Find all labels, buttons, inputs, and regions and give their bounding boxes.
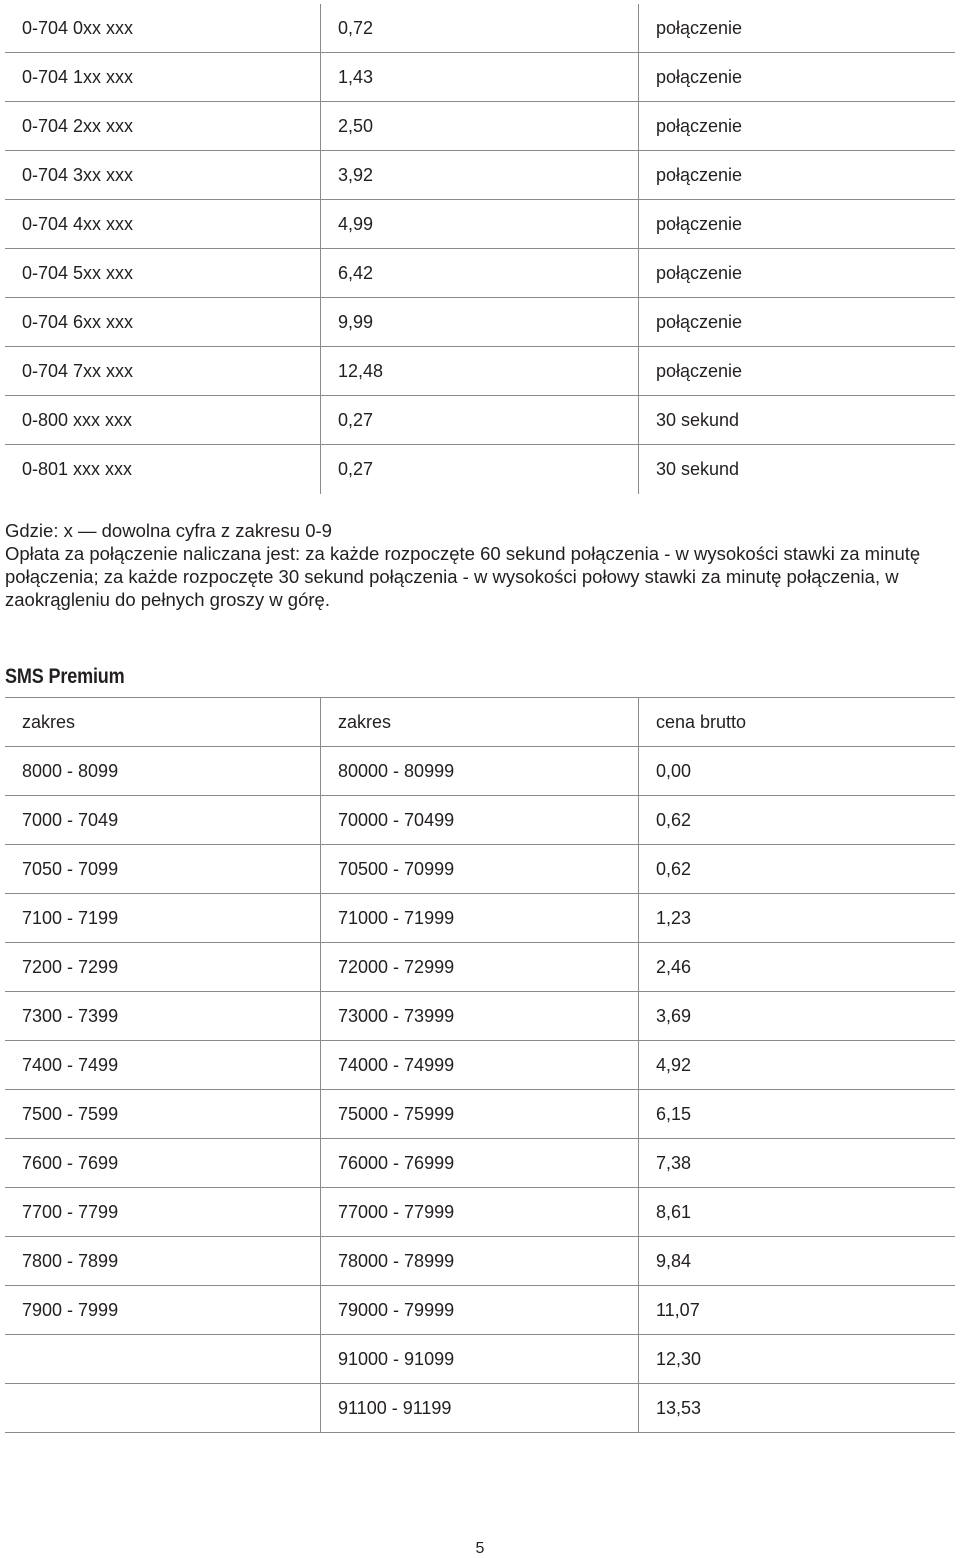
sms-cell: 7300 - 7399 bbox=[5, 992, 321, 1040]
sms-cell: 78000 - 78999 bbox=[321, 1237, 639, 1285]
table-row bbox=[5, 4, 955, 53]
sms-cell: 8,61 bbox=[656, 1201, 692, 1222]
rates-cell: 0-704 1xx xxx bbox=[5, 53, 321, 101]
sms-cell: 2,46 bbox=[656, 956, 692, 977]
table-row bbox=[5, 200, 955, 249]
sms-cell: cena brutto bbox=[656, 711, 747, 732]
table-row bbox=[5, 1041, 955, 1090]
table-row bbox=[5, 249, 955, 298]
sms-cell: 71000 - 71999 bbox=[321, 894, 639, 942]
sms-cell: 13,53 bbox=[656, 1397, 702, 1418]
rates-cell: 0-704 5xx xxx bbox=[5, 249, 321, 297]
table-row bbox=[5, 298, 955, 347]
sms-cell: 80000 - 80999 bbox=[321, 747, 639, 795]
sms-cell: 1,23 bbox=[656, 907, 692, 928]
sms-cell: 7400 - 7499 bbox=[5, 1041, 321, 1089]
table-row bbox=[5, 1384, 955, 1433]
table-row bbox=[5, 445, 955, 494]
sms-cell: 7,38 bbox=[656, 1152, 692, 1173]
sms-cell bbox=[5, 1335, 321, 1383]
sms-premium-title: SMS Premium bbox=[5, 665, 125, 688]
sms-cell: 73000 - 73999 bbox=[321, 992, 639, 1040]
notes-legend: Gdzie: x — dowolna cyfra z zakresu 0-9 bbox=[5, 520, 332, 541]
table-row bbox=[5, 992, 955, 1041]
sms-cell: 4,92 bbox=[656, 1054, 692, 1075]
rates-cell: połączenie bbox=[656, 66, 743, 87]
sms-cell: 72000 - 72999 bbox=[321, 943, 639, 991]
rates-cell: 30 sekund bbox=[656, 409, 740, 430]
rates-cell: 30 sekund bbox=[656, 459, 740, 479]
sms-cell: 91000 - 91099 bbox=[321, 1335, 639, 1383]
rates-cell: 0-801 xxx xxx bbox=[5, 445, 321, 494]
sms-cell: 7800 - 7899 bbox=[5, 1237, 321, 1285]
rates-cell: połączenie bbox=[656, 164, 743, 185]
rates-cell: 9,99 bbox=[321, 298, 639, 346]
page-number: 5 bbox=[475, 1540, 485, 1557]
rates-cell: 0-704 7xx xxx bbox=[5, 347, 321, 395]
rates-cell: 3,92 bbox=[321, 151, 639, 199]
table-row bbox=[5, 943, 955, 992]
table-row bbox=[5, 747, 955, 796]
notes-billing-rule: Opłata za połączenie naliczana jest: za każde rozpoczęte 60 sekund połączenia - w wysokości stawki za minutę połączenia; za każde rozpoczęte 30 sekund połączenia - w wysokości połowy stawki za minutę połączenia, w zaokrągleniu do pełnych groszy w górę. bbox=[5, 543, 921, 610]
rates-cell: połączenie bbox=[656, 262, 743, 283]
sms-cell: 7900 - 7999 bbox=[5, 1286, 321, 1334]
sms-cell: 70500 - 70999 bbox=[321, 845, 639, 893]
rates-cell: 0-800 xxx xxx bbox=[5, 396, 321, 444]
rates-cell: 0-704 3xx xxx bbox=[5, 151, 321, 199]
rates-cell: 0,27 bbox=[321, 396, 639, 444]
sms-cell: 7200 - 7299 bbox=[5, 943, 321, 991]
sms-cell: 12,30 bbox=[656, 1348, 702, 1369]
sms-cell: 7000 - 7049 bbox=[5, 796, 321, 844]
rates-cell: 0-704 6xx xxx bbox=[5, 298, 321, 346]
sms-cell: 91100 - 91199 bbox=[321, 1384, 639, 1432]
notes bbox=[5, 519, 955, 611]
sms-cell: 9,84 bbox=[656, 1250, 692, 1271]
sms-cell: 0,62 bbox=[656, 858, 692, 879]
table-row bbox=[5, 396, 955, 445]
rates-cell: 2,50 bbox=[321, 102, 639, 150]
rates-cell: połączenie bbox=[656, 311, 743, 332]
rates-cell: 6,42 bbox=[321, 249, 639, 297]
sms-cell: 75000 - 75999 bbox=[321, 1090, 639, 1138]
rates-cell: 0-704 0xx xxx bbox=[5, 4, 321, 52]
table-row bbox=[5, 102, 955, 151]
table-row bbox=[5, 1237, 955, 1286]
sms-cell: 7050 - 7099 bbox=[5, 845, 321, 893]
table-row bbox=[5, 894, 955, 943]
rates-cell: 0,72 bbox=[321, 4, 639, 52]
rates-cell: połączenie bbox=[656, 213, 743, 234]
sms-cell: 7100 - 7199 bbox=[5, 894, 321, 942]
rates-table bbox=[5, 4, 955, 494]
sms-cell: 0,00 bbox=[656, 760, 692, 781]
sms-cell: 8000 - 8099 bbox=[5, 747, 321, 795]
table-row bbox=[5, 347, 955, 396]
table-row bbox=[5, 1188, 955, 1237]
table-row bbox=[5, 1139, 955, 1188]
table-row bbox=[5, 151, 955, 200]
table-row bbox=[5, 1286, 955, 1335]
rates-cell: 4,99 bbox=[321, 200, 639, 248]
rates-cell: 0,27 bbox=[321, 445, 639, 494]
sms-cell: 0,62 bbox=[656, 809, 692, 830]
sms-cell: 7500 - 7599 bbox=[5, 1090, 321, 1138]
rates-cell: 0-704 2xx xxx bbox=[5, 102, 321, 150]
sms-cell: 76000 - 76999 bbox=[321, 1139, 639, 1187]
table-row bbox=[5, 53, 955, 102]
sms-cell: 70000 - 70499 bbox=[321, 796, 639, 844]
sms-cell: 77000 - 77999 bbox=[321, 1188, 639, 1236]
sms-cell: zakres bbox=[321, 698, 639, 746]
rates-cell: 12,48 bbox=[321, 347, 639, 395]
table-row bbox=[5, 845, 955, 894]
sms-cell: zakres bbox=[5, 698, 321, 746]
rates-cell: 0-704 4xx xxx bbox=[5, 200, 321, 248]
table-row bbox=[5, 1335, 955, 1384]
sms-cell: 7600 - 7699 bbox=[5, 1139, 321, 1187]
sms-cell: 7700 - 7799 bbox=[5, 1188, 321, 1236]
sms-cell: 74000 - 74999 bbox=[321, 1041, 639, 1089]
rates-cell: 1,43 bbox=[321, 53, 639, 101]
rates-cell: połączenie bbox=[656, 360, 743, 381]
sms-cell: 11,07 bbox=[656, 1299, 700, 1320]
sms-cell: 6,15 bbox=[656, 1103, 692, 1124]
sms-cell: 79000 - 79999 bbox=[321, 1286, 639, 1334]
table-row bbox=[5, 1090, 955, 1139]
table-row bbox=[5, 796, 955, 845]
sms-cell bbox=[5, 1384, 321, 1432]
rates-cell: połączenie bbox=[656, 115, 743, 136]
sms-cell: 3,69 bbox=[656, 1005, 692, 1026]
sms-premium-table bbox=[5, 697, 955, 1433]
table-header-row bbox=[5, 697, 955, 747]
rates-cell: połączenie bbox=[656, 17, 743, 38]
